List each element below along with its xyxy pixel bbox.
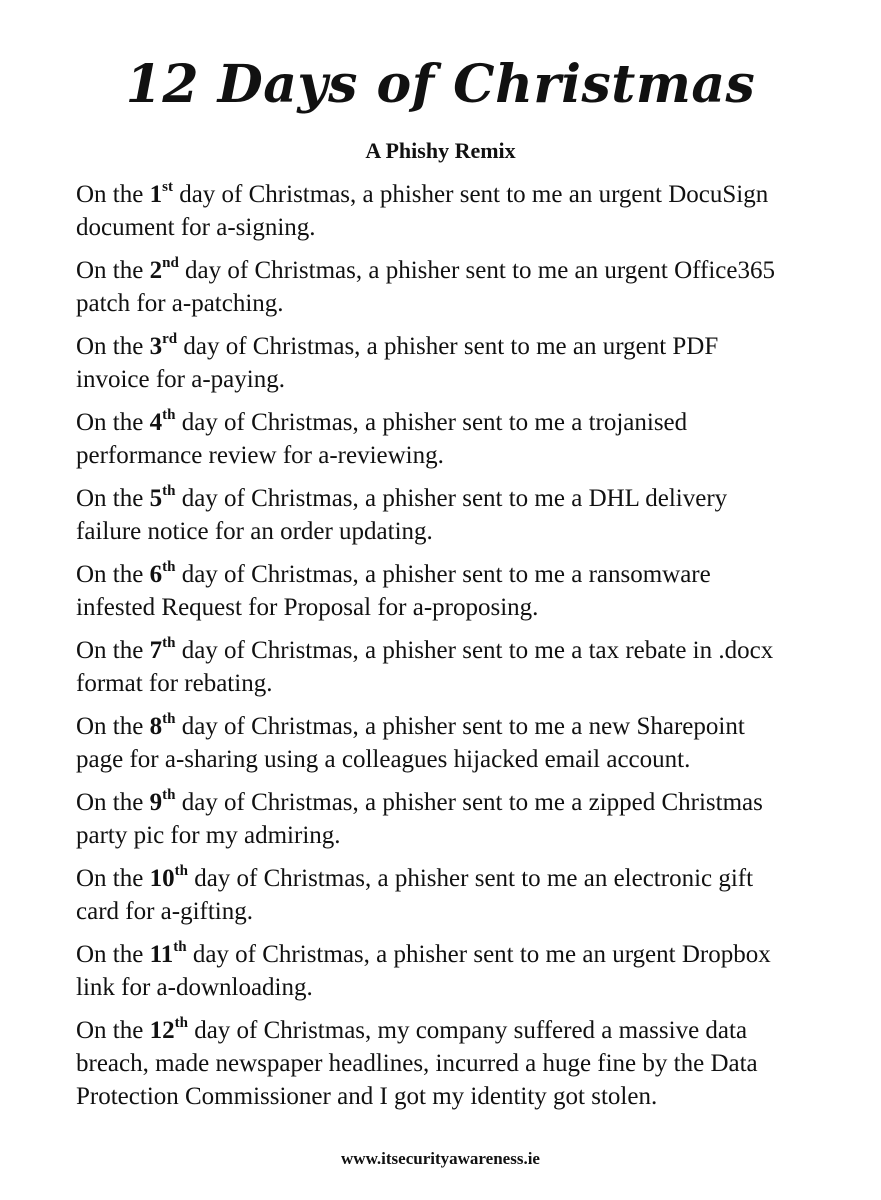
- verse-text: document for a-signing.: [76, 214, 316, 241]
- verse-text: day of Christmas, a phisher sent to me a ransomware: [175, 561, 711, 588]
- verse-prefix: On the: [76, 637, 150, 664]
- ordinal-suffix: th: [174, 1014, 188, 1031]
- day-number: 4: [149, 409, 163, 436]
- verse-6: [76, 558, 816, 624]
- ordinal-suffix: th: [162, 634, 176, 651]
- verse-text: failure notice for an order updating.: [76, 518, 433, 545]
- verse-prefix: On the: [76, 789, 150, 816]
- verse-text: day of Christmas, a phisher sent to me an urgent DocuSign: [172, 181, 769, 208]
- ordinal-suffix: th: [162, 406, 176, 423]
- ordinal-suffix: th: [162, 482, 176, 499]
- verse-11: [76, 938, 816, 1004]
- verse-text: day of Christmas, a phisher sent to me a tax rebate in .docx: [175, 637, 774, 664]
- verse-8: [76, 710, 816, 776]
- verse-1: [76, 178, 816, 244]
- verse-text: link for a-downloading.: [76, 974, 313, 1001]
- day-number: 12: [149, 1017, 175, 1044]
- ordinal-suffix: th: [162, 710, 176, 727]
- verse-text: patch for a-patching.: [76, 290, 284, 317]
- day-number: 11: [149, 941, 174, 968]
- verse-list: [76, 178, 816, 1123]
- day-number: 2: [149, 257, 163, 284]
- day-number: 9: [149, 789, 163, 816]
- verse-9: [76, 786, 816, 852]
- ordinal-suffix: th: [174, 862, 188, 879]
- verse-10: [76, 862, 816, 928]
- page-subtitle: A Phishy Remix: [365, 138, 516, 163]
- verse-4: [76, 406, 816, 472]
- verse-text: page for a-sharing using a colleagues hijacked email account.: [76, 746, 691, 773]
- verse-text: day of Christmas, my company suffered a massive data: [187, 1017, 748, 1044]
- verse-3: [76, 330, 816, 396]
- verse-text: day of Christmas, a phisher sent to me an urgent Dropbox: [186, 941, 771, 968]
- verse-text: card for a-gifting.: [76, 898, 254, 925]
- verse-prefix: On the: [76, 409, 150, 436]
- ordinal-suffix: th: [173, 938, 187, 955]
- ordinal-suffix: th: [162, 558, 176, 575]
- verse-text: format for rebating.: [76, 670, 273, 697]
- verse-text: day of Christmas, a phisher sent to me a new Sharepoint: [175, 713, 745, 740]
- verse-text: day of Christmas, a phisher sent to me a DHL delivery: [175, 485, 728, 512]
- verse-text: day of Christmas, a phisher sent to me a trojanised: [175, 409, 688, 436]
- verse-prefix: On the: [76, 257, 150, 284]
- page-title: 12 Days of Christmas: [125, 54, 756, 115]
- verse-text: Protection Commissioner and I got my identity got stolen.: [76, 1083, 658, 1110]
- verse-prefix: On the: [76, 485, 150, 512]
- verse-text: invoice for a-paying.: [76, 366, 285, 393]
- verse-prefix: On the: [76, 181, 150, 208]
- verse-prefix: On the: [76, 941, 150, 968]
- verse-2: [76, 254, 816, 320]
- day-number: 7: [149, 637, 163, 664]
- verse-text: party pic for my admiring.: [76, 822, 341, 849]
- day-number: 6: [149, 561, 163, 588]
- verse-text: day of Christmas, a phisher sent to me an urgent PDF: [177, 333, 719, 360]
- verse-12: [76, 1014, 816, 1113]
- day-number: 3: [149, 333, 163, 360]
- verse-prefix: On the: [76, 1017, 150, 1044]
- day-number: 1: [149, 181, 163, 208]
- ordinal-suffix: rd: [162, 330, 178, 347]
- verse-text: performance review for a-reviewing.: [76, 442, 444, 469]
- day-number: 8: [149, 713, 163, 740]
- verse-7: [76, 634, 816, 700]
- verse-prefix: On the: [76, 333, 150, 360]
- verse-prefix: On the: [76, 865, 150, 892]
- day-number: 10: [149, 865, 175, 892]
- ordinal-suffix: st: [162, 178, 173, 195]
- ordinal-suffix: th: [162, 786, 176, 803]
- verse-text: breach, made newspaper headlines, incurred a huge fine by the Data: [76, 1050, 758, 1077]
- verse-5: [76, 482, 816, 548]
- verse-text: day of Christmas, a phisher sent to me a zipped Christmas: [175, 789, 763, 816]
- verse-text: day of Christmas, a phisher sent to me an urgent Office365: [178, 257, 775, 284]
- ordinal-suffix: nd: [162, 254, 179, 271]
- footer-url: www.itsecurityawareness.ie: [341, 1149, 540, 1168]
- verse-text: infested Request for Proposal for a-proposing.: [76, 594, 539, 621]
- verse-text: day of Christmas, a phisher sent to me an electronic gift: [187, 865, 754, 892]
- verse-prefix: On the: [76, 561, 150, 588]
- verse-prefix: On the: [76, 713, 150, 740]
- day-number: 5: [149, 485, 163, 512]
